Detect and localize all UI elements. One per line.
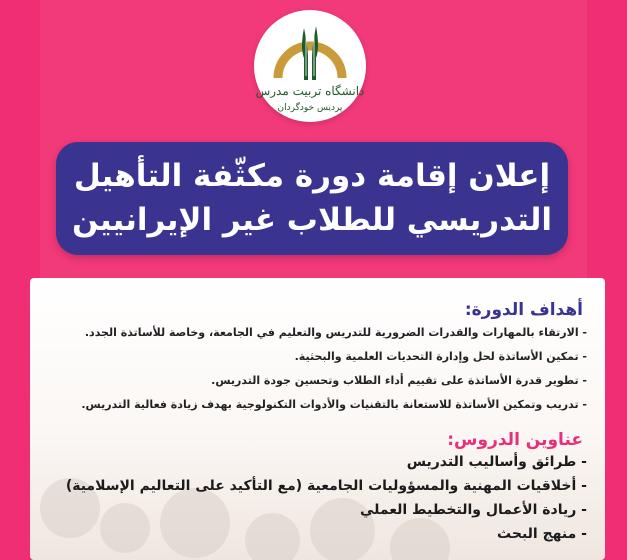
logo-campus-name: پردیس خودگردان <box>277 103 343 113</box>
university-logo <box>254 10 366 122</box>
goals-heading: أهداف الدورة: <box>464 300 583 320</box>
courses-heading: عناوين الدروس: <box>447 430 583 450</box>
title-line-2: التدريسي للطلاب غير الإيرانيين <box>71 202 552 238</box>
photo-figure <box>160 488 230 558</box>
title-banner <box>56 142 568 255</box>
course-item: - ريادة الأعمال والتخطيط العملي <box>359 502 587 518</box>
photo-figure <box>245 513 300 560</box>
logo-emblem-icon <box>268 18 352 86</box>
title-line-1: إعلان إقامة دورة مكثّفة التأهيل <box>73 158 551 194</box>
goal-item: - تدريب وتمكين الأساتذة للاستعانة بالتقنيات والأدوات التكنولوجية بهدف زيادة فعالية التدريس. <box>81 398 587 411</box>
content-panel <box>30 278 605 560</box>
photo-figure <box>390 518 450 560</box>
goal-item: - تطوير قدرة الأساتذة على تقييم أداء الطلاب وتحسين جودة التدريس. <box>211 374 587 387</box>
photo-figure <box>100 503 150 553</box>
goal-item: - تمكين الأساتذة لحل وإدارة التحديات العلمية والبحثية. <box>294 350 587 363</box>
logo-university-name: دانشگاه تربیت مدرس <box>255 84 365 98</box>
course-item: - أخلاقيات المهنية والمسؤوليات الجامعية (مع التأكيد على التعاليم الإسلامية) <box>65 478 587 494</box>
course-item: - طرائق وأساليب التدريس <box>406 454 587 470</box>
course-item: - منهج البحث <box>497 526 587 542</box>
goal-item: - الارتقاء بالمهارات والقدرات الضرورية للتدريس والتعليم في الجامعة، وخاصة للأساتذة الجدد. <box>84 326 587 339</box>
